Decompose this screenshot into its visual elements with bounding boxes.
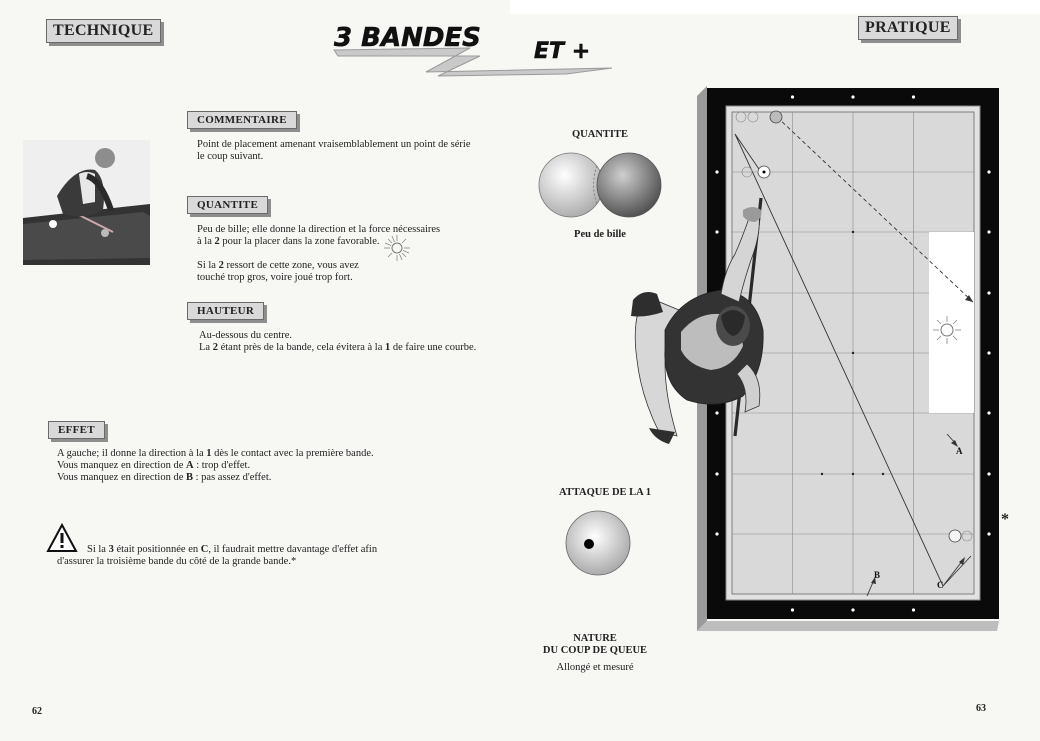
title-sub: ET + — [534, 39, 591, 64]
hauteur-label: HAUTEUR — [187, 302, 264, 320]
quantite-label: QUANTITE — [187, 196, 268, 214]
favorable-zone — [929, 232, 974, 413]
effet-label: EFFET — [48, 421, 105, 439]
label-c: C — [937, 580, 944, 590]
player-photo — [23, 140, 150, 265]
warning-text: Si la 3 était positionnée en C, il faudrait mettre davantage d'effet afin d'assurer la troisième bande du côté de la grande bande.* — [57, 544, 378, 567]
player-topview-illustration — [625, 200, 775, 450]
quantite-diagram-title: QUANTITE — [571, 129, 628, 140]
pratique-label: PRATIQUE — [858, 16, 958, 40]
nature-title-1: NATURE — [573, 633, 617, 644]
quantite-caption: Peu de bille — [574, 229, 626, 240]
title-logo — [330, 18, 620, 80]
technique-label: TECHNIQUE — [46, 19, 161, 43]
sun-target-icon — [382, 233, 412, 263]
quantite-text: Peu de bille; elle donne la direction et la force nécessaires à la 2 pour la placer dans la zone favorable. Si la 2 ressort de cette zone, vous avez touché trop gros, voire joué trop fort. — [197, 224, 441, 283]
page-number-right: 63 — [976, 703, 986, 714]
label-a: A — [956, 446, 963, 456]
ball-3 — [949, 530, 961, 542]
nature-title-2: DU COUP DE QUEUE — [542, 645, 648, 656]
effet-text: A gauche; il donne la direction à la 1 dès le contact avec la première bande. Vous manquez en direction de A : trop d'effet. Vous manquez en direction de B : pas assez d'effet. — [57, 448, 374, 483]
commentaire-label: COMMENTAIRE — [187, 111, 297, 129]
cue-ball-attack-diagram — [565, 510, 631, 576]
page-number-left: 62 — [32, 706, 42, 717]
title-main: 3 BANDES — [334, 23, 481, 53]
hauteur-text: Au-dessous du centre. La 2 étant près de la bande, cela évitera à la 1 de faire une courbe. — [199, 330, 477, 353]
impact-point — [584, 539, 594, 549]
asterisk-mark: * — [1001, 511, 1009, 528]
commentaire-text: Point de placement amenant vraisemblablement un point de série le coup suivant. — [197, 139, 471, 162]
nature-caption: Allongé et mesuré — [556, 662, 634, 673]
label-b: B — [874, 570, 881, 580]
top-strip — [510, 0, 1040, 14]
ball-2 — [770, 111, 782, 123]
zone-sun-icon — [933, 316, 961, 344]
attaque-title: ATTAQUE DE LA 1 — [558, 487, 652, 498]
